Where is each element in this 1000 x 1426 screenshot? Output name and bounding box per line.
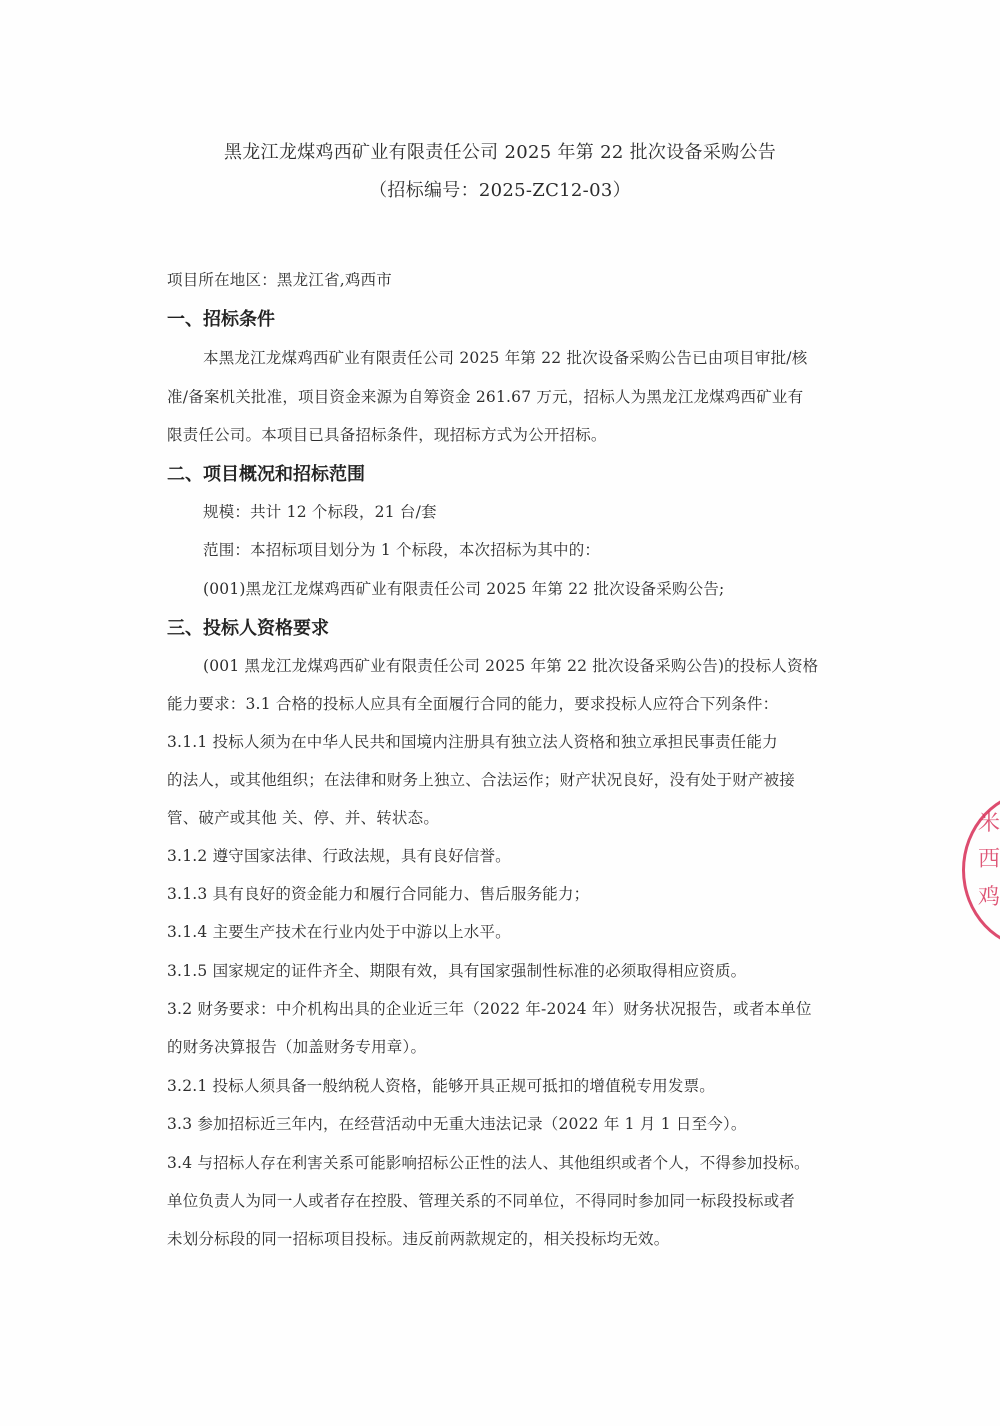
document-title: 黑龙江龙煤鸡西矿业有限责任公司 2025 年第 22 批次设备采购公告 xyxy=(223,142,777,163)
section-2-scope: 范围：本招标项目划分为 1 个标段，本次招标为其中的： xyxy=(203,541,601,559)
section-3-line: 3.1.4 主要生产技术在行业内处于中游以上水平。 xyxy=(167,923,511,941)
section-3-line: 3.1.1 投标人须为在中华人民共和国境内注册具有独立法人资格和独立承担民事责任能力 xyxy=(167,733,778,751)
section-1-line: 准/备案机关批准，项目资金来源为自筹资金 261.67 万元，招标人为黑龙江龙煤鸡西矿业有 xyxy=(167,388,804,406)
section-2-lot: (001)黑龙江龙煤鸡西矿业有限责任公司 2025 年第 22 批次设备采购公告; xyxy=(203,580,725,598)
section-3-line: 的法人，或其他组织；在法律和财务上独立、合法运作；财产状况良好，没有处于财产被接 xyxy=(167,771,796,789)
section-3-line: (001 黑龙江龙煤鸡西矿业有限责任公司 2025 年第 22 批次设备采购公告)的投标人资格 xyxy=(203,657,819,675)
section-3-line: 3.1.3 具有良好的资金能力和履行合同能力、售后服务能力； xyxy=(167,885,590,903)
section-2-scale: 规模：共计 12 个标段，21 台/套 xyxy=(203,503,437,521)
stamp-char: 鸡 xyxy=(978,885,1000,910)
section-3-line: 3.3 参加招标近三年内，在经营活动中无重大违法记录（2022 年 1 月 1 日至今）。 xyxy=(167,1115,747,1133)
stamp-char: 米 xyxy=(978,811,1000,836)
section-1-heading: 一、招标条件 xyxy=(167,309,275,330)
section-1-line: 本黑龙江龙煤鸡西矿业有限责任公司 2025 年第 22 批次设备采购公告已由项目审批/核 xyxy=(203,349,808,367)
section-3-line: 3.2.1 投标人须具备一般纳税人资格，能够开具正规可抵扣的增值税专用发票。 xyxy=(167,1077,715,1095)
project-location: 项目所在地区：黑龙江省,鸡西市 xyxy=(167,271,392,289)
section-3-line: 3.2 财务要求：中介机构出具的企业近三年（2022 年-2024 年）财务状况报告，或者本单位 xyxy=(167,1000,812,1018)
section-3-heading: 三、投标人资格要求 xyxy=(167,618,329,639)
section-3-line: 能力要求：3.1 合格的投标人应具有全面履行合同的能力，要求投标人应符合下列条件： xyxy=(167,695,779,713)
tender-number: （招标编号：2025-ZC12-03） xyxy=(369,180,631,201)
section-3-line: 3.1.5 国家规定的证件齐全、期限有效，具有国家强制性标准的必须取得相应资质。 xyxy=(167,962,747,980)
section-3-line: 管、破产或其他 关、停、并、转状态。 xyxy=(167,809,440,827)
section-1-line: 限责任公司。本项目已具备招标条件，现招标方式为公开招标。 xyxy=(167,426,607,444)
stamp-char: 西 xyxy=(978,847,1000,872)
section-3-line: 3.4 与招标人存在利害关系可能影响招标公正性的法人、其他组织或者个人，不得参加投标。 xyxy=(167,1154,810,1172)
section-3-line: 未划分标段的同一招标项目投标。违反前两款规定的，相关投标均无效。 xyxy=(167,1230,670,1248)
section-3-line: 的财务决算报告（加盖财务专用章）。 xyxy=(167,1038,427,1056)
section-3-line: 单位负责人为同一人或者存在控股、管理关系的不同单位，不得同时参加同一标段投标或者 xyxy=(167,1192,796,1210)
section-3-line: 3.1.2 遵守国家法律、行政法规，具有良好信誉。 xyxy=(167,847,511,865)
section-2-heading: 二、项目概况和招标范围 xyxy=(167,464,365,485)
